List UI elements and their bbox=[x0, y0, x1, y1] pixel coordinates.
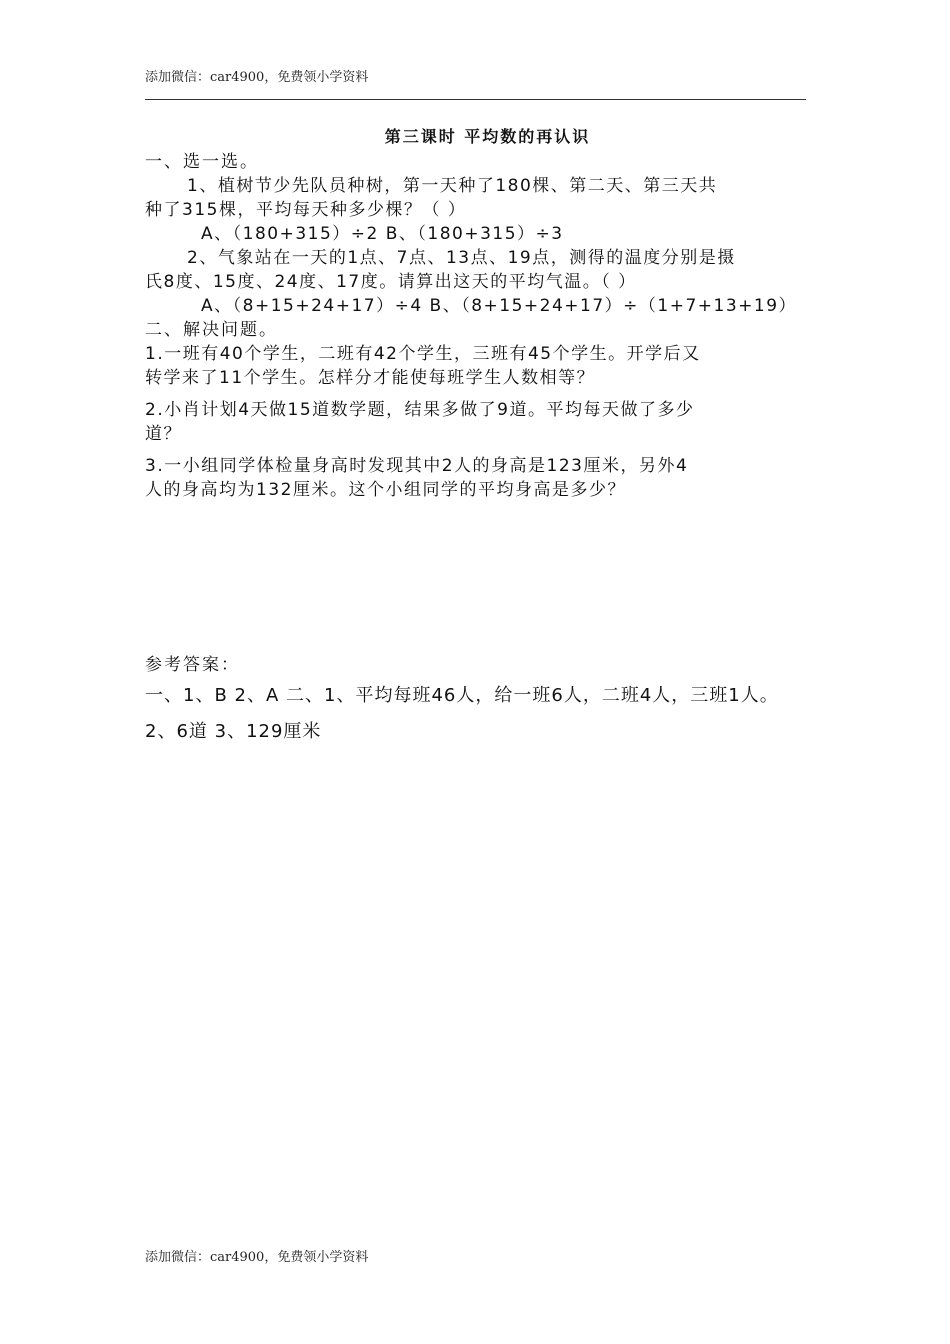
answer-key-heading: 参考答案： bbox=[145, 655, 240, 675]
question2-line2: 氏8度、15度、24度、17度。请算出这天的平均气温。（ ） bbox=[145, 272, 637, 292]
answer-line2: 2、6道 3、129厘米 bbox=[145, 721, 322, 742]
answer-line1: 一、1、B 2、A 二、1、平均每班46人，给一班6人，二班4人，三班1人。 bbox=[145, 685, 779, 706]
problem1-line2: 转学来了11个学生。怎样分才能使每班学生人数相等？ bbox=[145, 368, 596, 388]
page-header: 添加微信：car4900，免费领小学资料 bbox=[145, 70, 369, 85]
lesson-title: 第三课时 平均数的再认识 bbox=[384, 127, 591, 146]
worksheet-content bbox=[145, 124, 810, 502]
question1-options: A、（180+315）÷2 B、（180+315）÷3 bbox=[201, 224, 564, 244]
header-divider bbox=[145, 99, 806, 100]
problem3-line1: 3.一小组同学体检量身高时发现其中2人的身高是123厘米，另外4 bbox=[145, 456, 689, 476]
question1-line2: 种了315棵，平均每天种多少棵？（ ） bbox=[145, 200, 467, 220]
question2-line1: 2、气象站在一天的1点、7点、13点、19点，测得的温度分别是摄 bbox=[187, 248, 736, 268]
section1-heading: 一、选一选。 bbox=[145, 152, 259, 172]
problem2-line2: 道？ bbox=[145, 424, 182, 444]
problem2-line1: 2.小肖计划4天做15道数学题，结果多做了9道。平均每天做了多少 bbox=[145, 400, 695, 420]
section2-heading: 二、解决问题。 bbox=[145, 320, 278, 340]
problem1-line1: 1.一班有40个学生，二班有42个学生，三班有45个学生。开学后又 bbox=[145, 344, 701, 364]
problem3-line2: 人的身高均为132厘米。这个小组同学的平均身高是多少？ bbox=[145, 480, 626, 500]
question2-options: A、（8+15+24+17）÷4 B、（8+15+24+17）÷（1+7+13+19） bbox=[201, 296, 798, 316]
question1-line1: 1、植树节少先队员种树，第一天种了180棵、第二天、第三天共 bbox=[187, 176, 718, 196]
answer-key bbox=[145, 652, 845, 750]
page-footer: 添加微信：car4900，免费领小学资料 bbox=[145, 1250, 369, 1265]
